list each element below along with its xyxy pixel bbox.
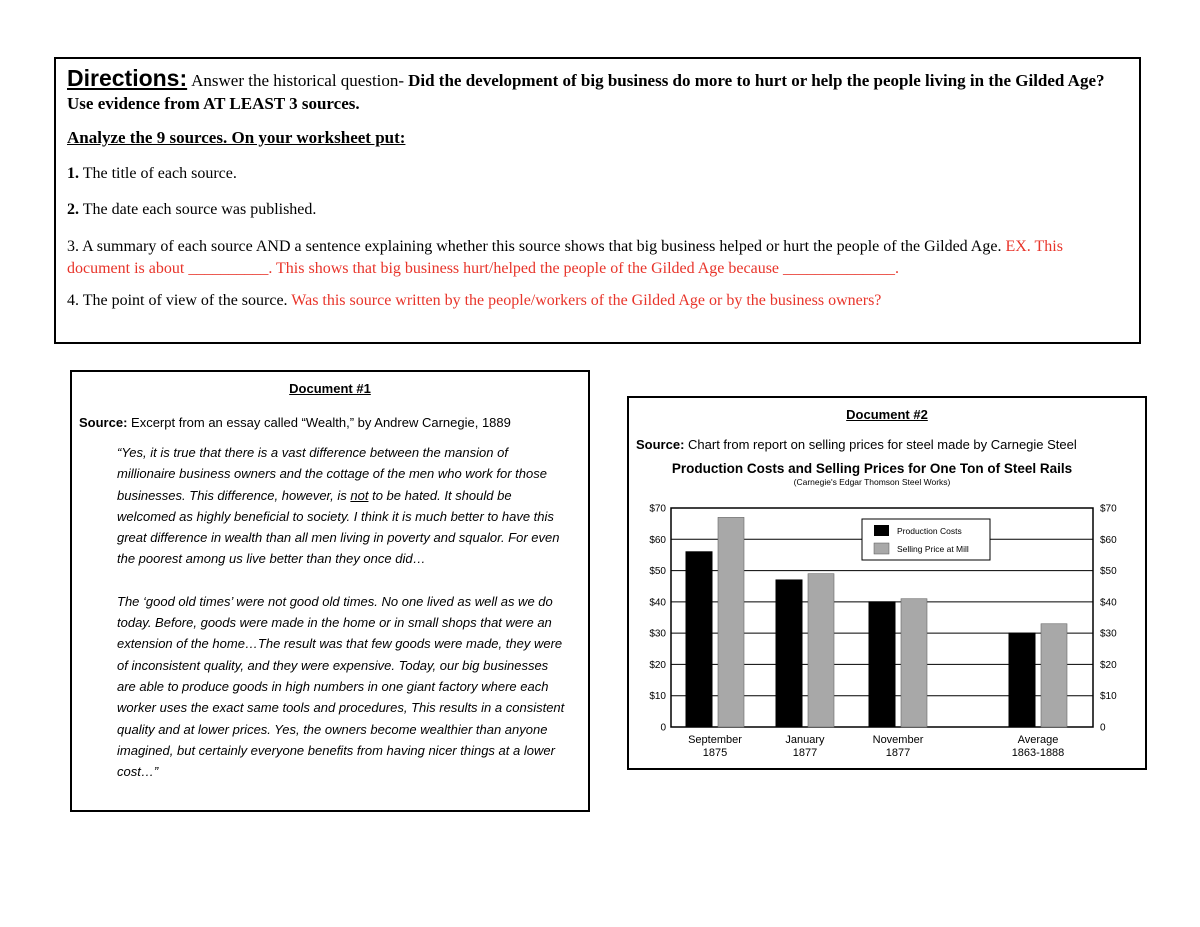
y-tick-label-left: 0 bbox=[660, 722, 666, 734]
x-category-label: Average bbox=[1017, 734, 1059, 746]
instruction-number: 1. bbox=[67, 165, 79, 182]
quote-paragraph-2: The ‘good old times’ were not good old times. No one lived as well as we do today. Before, goods were made in the home or in small shops that were an extension of the home…The result was that few goods were made, they were of inconsistent quality, and they were expensive. Today, our big businesses are able to produce goods in high numbers in one giant factory where each worker uses the exact same tools and procedures, This results in a consistent quality and at lower prices. Yes, the owners become wealthier than anyone imagined, but certainly everyone benefits from having nicer things at a lower cost…” bbox=[117, 593, 565, 780]
y-tick-label-right: $50 bbox=[1100, 566, 1117, 578]
analyze-heading: Analyze the 9 sources. On your worksheet put: bbox=[67, 128, 406, 147]
instruction-number: 2. bbox=[67, 201, 79, 218]
source-text: Chart from report on selling prices for steel made by Carnegie Steel bbox=[688, 437, 1077, 452]
x-category-label: November bbox=[872, 734, 924, 746]
bar-production-cost bbox=[869, 602, 895, 727]
x-category-label: September bbox=[688, 734, 742, 746]
historical-question: Did the development of big business do more to hurt or help the people living in the Gilded Age? Use evidence from AT LEAST 3 sources. bbox=[67, 71, 1105, 113]
x-category-year: 1863-1888 bbox=[1011, 747, 1065, 759]
document-2-title: Document #2 bbox=[846, 407, 928, 422]
document-1-source bbox=[79, 415, 588, 430]
y-tick-label-right: 0 bbox=[1100, 722, 1106, 734]
bar-selling-price bbox=[808, 574, 834, 727]
instruction-4 bbox=[67, 290, 1128, 312]
bar-selling-price bbox=[1041, 624, 1067, 727]
y-tick-label-left: $40 bbox=[649, 597, 666, 609]
directions-question bbox=[67, 67, 1128, 116]
instruction-question: Was this source written by the people/workers of the Gilded Age or by the business owners? bbox=[291, 292, 882, 309]
instruction-number: 3. bbox=[67, 238, 79, 255]
steel-price-chart bbox=[629, 398, 1145, 768]
instruction-text: The date each source was published. bbox=[82, 201, 317, 218]
bar-production-cost bbox=[686, 552, 712, 727]
quote-underlined-word: not bbox=[350, 487, 369, 503]
instruction-text: A summary of each source AND a sentence explaining whether this source shows that big business helped or hurt the people of the Gilded Age. bbox=[82, 238, 1002, 255]
legend-label-production: Production Costs bbox=[897, 526, 962, 536]
bar-selling-price bbox=[718, 517, 744, 727]
chart-categories bbox=[688, 734, 1064, 759]
carnegie-quote bbox=[117, 442, 570, 782]
question-intro: Answer the historical question- bbox=[191, 71, 405, 90]
legend-swatch-production bbox=[874, 525, 889, 536]
y-tick-label-right: $70 bbox=[1100, 503, 1117, 515]
instruction-number: 4. bbox=[67, 292, 79, 309]
y-tick-label-left: $30 bbox=[649, 628, 666, 640]
y-tick-label-left: $10 bbox=[649, 691, 666, 703]
y-tick-label-right: $40 bbox=[1100, 597, 1117, 609]
y-tick-label-left: $60 bbox=[649, 534, 666, 546]
y-tick-label-left: $70 bbox=[649, 503, 666, 515]
bar-selling-price bbox=[901, 599, 927, 727]
x-category-year: 1877 bbox=[792, 747, 818, 759]
document-1-box bbox=[70, 370, 590, 812]
y-tick-label-left: $50 bbox=[649, 566, 666, 578]
directions-box bbox=[54, 57, 1141, 344]
instruction-text: The title of each source. bbox=[82, 165, 237, 182]
directions-label: Directions: bbox=[67, 65, 188, 91]
legend-swatch-selling bbox=[874, 543, 889, 554]
y-tick-label-left: $20 bbox=[649, 659, 666, 671]
source-label: Source: bbox=[636, 437, 685, 452]
y-tick-label-right: $10 bbox=[1100, 691, 1117, 703]
instruction-3 bbox=[67, 236, 1128, 280]
document-1-title: Document #1 bbox=[289, 381, 371, 396]
quote-text: “Yes, it is true that there is a vast difference between the mansion of millionaire business owners and the cottage of the men who work for those businesses. This difference, however, is bbox=[117, 445, 547, 503]
quote-paragraph-1 bbox=[117, 442, 570, 570]
x-category-year: 1877 bbox=[885, 747, 911, 759]
chart-legend bbox=[862, 519, 990, 560]
document-2-box bbox=[627, 396, 1147, 770]
instruction-example: EX. This document is about __________. This shows that big business hurt/helped the people of the Gilded Age because ______________. bbox=[67, 238, 1063, 277]
y-tick-label-right: $60 bbox=[1100, 534, 1117, 546]
source-label: Source: bbox=[79, 415, 128, 430]
x-category-label: January bbox=[785, 734, 825, 746]
bar-production-cost bbox=[1009, 633, 1035, 727]
y-tick-label-right: $30 bbox=[1100, 628, 1117, 640]
y-tick-label-right: $20 bbox=[1100, 659, 1117, 671]
instruction-text: The point of view of the source. bbox=[82, 292, 288, 309]
instruction-2 bbox=[67, 199, 1128, 221]
legend-label-selling: Selling Price at Mill bbox=[897, 544, 969, 554]
bar-production-cost bbox=[776, 580, 802, 727]
source-text: Excerpt from an essay called “Wealth,” by Andrew Carnegie, 1889 bbox=[131, 415, 511, 430]
instruction-1 bbox=[67, 163, 1128, 185]
chart-subtitle: (Carnegie's Edgar Thomson Steel Works) bbox=[793, 477, 951, 487]
quote-text: to be hated. It should be welcomed as highly beneficial to society. I think it is much better to have this great difference in wealth than all men living in poverty and squalor. For even the poorest among us live better than they once did… bbox=[117, 487, 560, 567]
x-category-year: 1875 bbox=[702, 747, 728, 759]
chart-title: Production Costs and Selling Prices for One Ton of Steel Rails bbox=[671, 461, 1073, 476]
